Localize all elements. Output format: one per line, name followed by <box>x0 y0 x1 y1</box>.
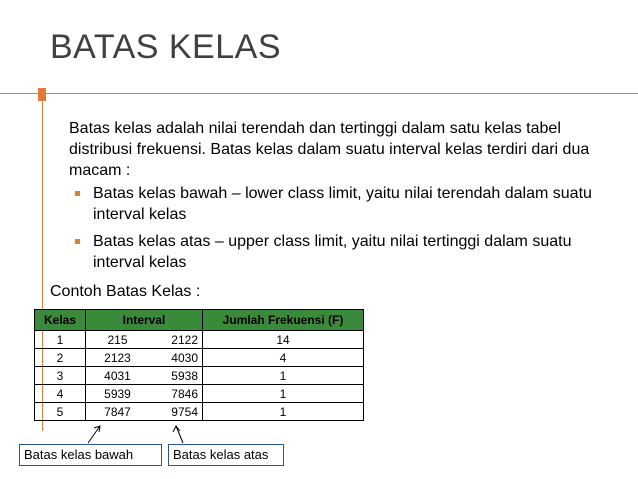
cell-lower-limit: 5939 <box>86 385 150 403</box>
cell-kelas: 4 <box>35 385 86 403</box>
cell-lower-limit: 7847 <box>86 403 150 421</box>
cell-upper-limit: 5938 <box>149 367 203 385</box>
intro-paragraph: Batas kelas adalah nilai terendah dan tertinggi dalam satu kelas tabel distribusi frekuensi. Batas kelas dalam suatu interval kelas terdiri dari dua macam : <box>69 120 590 179</box>
header-kelas: Kelas <box>35 310 86 331</box>
cell-lower-limit: 4031 <box>86 367 150 385</box>
cell-upper-limit: 4030 <box>149 349 203 367</box>
cell-frequency: 14 <box>203 331 364 349</box>
cell-upper-limit: 2122 <box>149 331 203 349</box>
cell-kelas: 2 <box>35 349 86 367</box>
header-interval: Interval <box>86 310 203 331</box>
lower-limit-arrow <box>88 426 100 443</box>
cell-kelas: 3 <box>35 367 86 385</box>
upper-limit-arrowhead <box>173 426 180 432</box>
cell-frequency: 4 <box>203 349 364 367</box>
cell-frequency: 1 <box>203 367 364 385</box>
cell-upper-limit: 9754 <box>149 403 203 421</box>
cell-frequency: 1 <box>203 385 364 403</box>
bullet-text: Batas kelas bawah – lower class limit, yaitu nilai terendah dalam suatu interval kelas <box>93 185 592 223</box>
cell-upper-limit: 7846 <box>149 385 203 403</box>
lower-limit-callout: Batas kelas bawah <box>19 444 162 466</box>
bullet-text: Batas kelas atas – upper class limit, yaitu nilai tertinggi dalam suatu interval kelas <box>93 233 572 271</box>
cell-kelas: 1 <box>35 331 86 349</box>
example-heading: Contoh Batas Kelas : <box>50 283 201 300</box>
cell-lower-limit: 215 <box>86 331 150 349</box>
cell-kelas: 5 <box>35 403 86 421</box>
cell-lower-limit: 2123 <box>86 349 150 367</box>
slide-title: BATAS KELAS <box>50 28 281 66</box>
upper-limit-arrow <box>176 426 183 443</box>
cell-frequency: 1 <box>203 403 364 421</box>
upper-limit-callout: Batas kelas atas <box>168 444 284 466</box>
header-frekuensi: Jumlah Frekuensi (F) <box>203 310 364 331</box>
